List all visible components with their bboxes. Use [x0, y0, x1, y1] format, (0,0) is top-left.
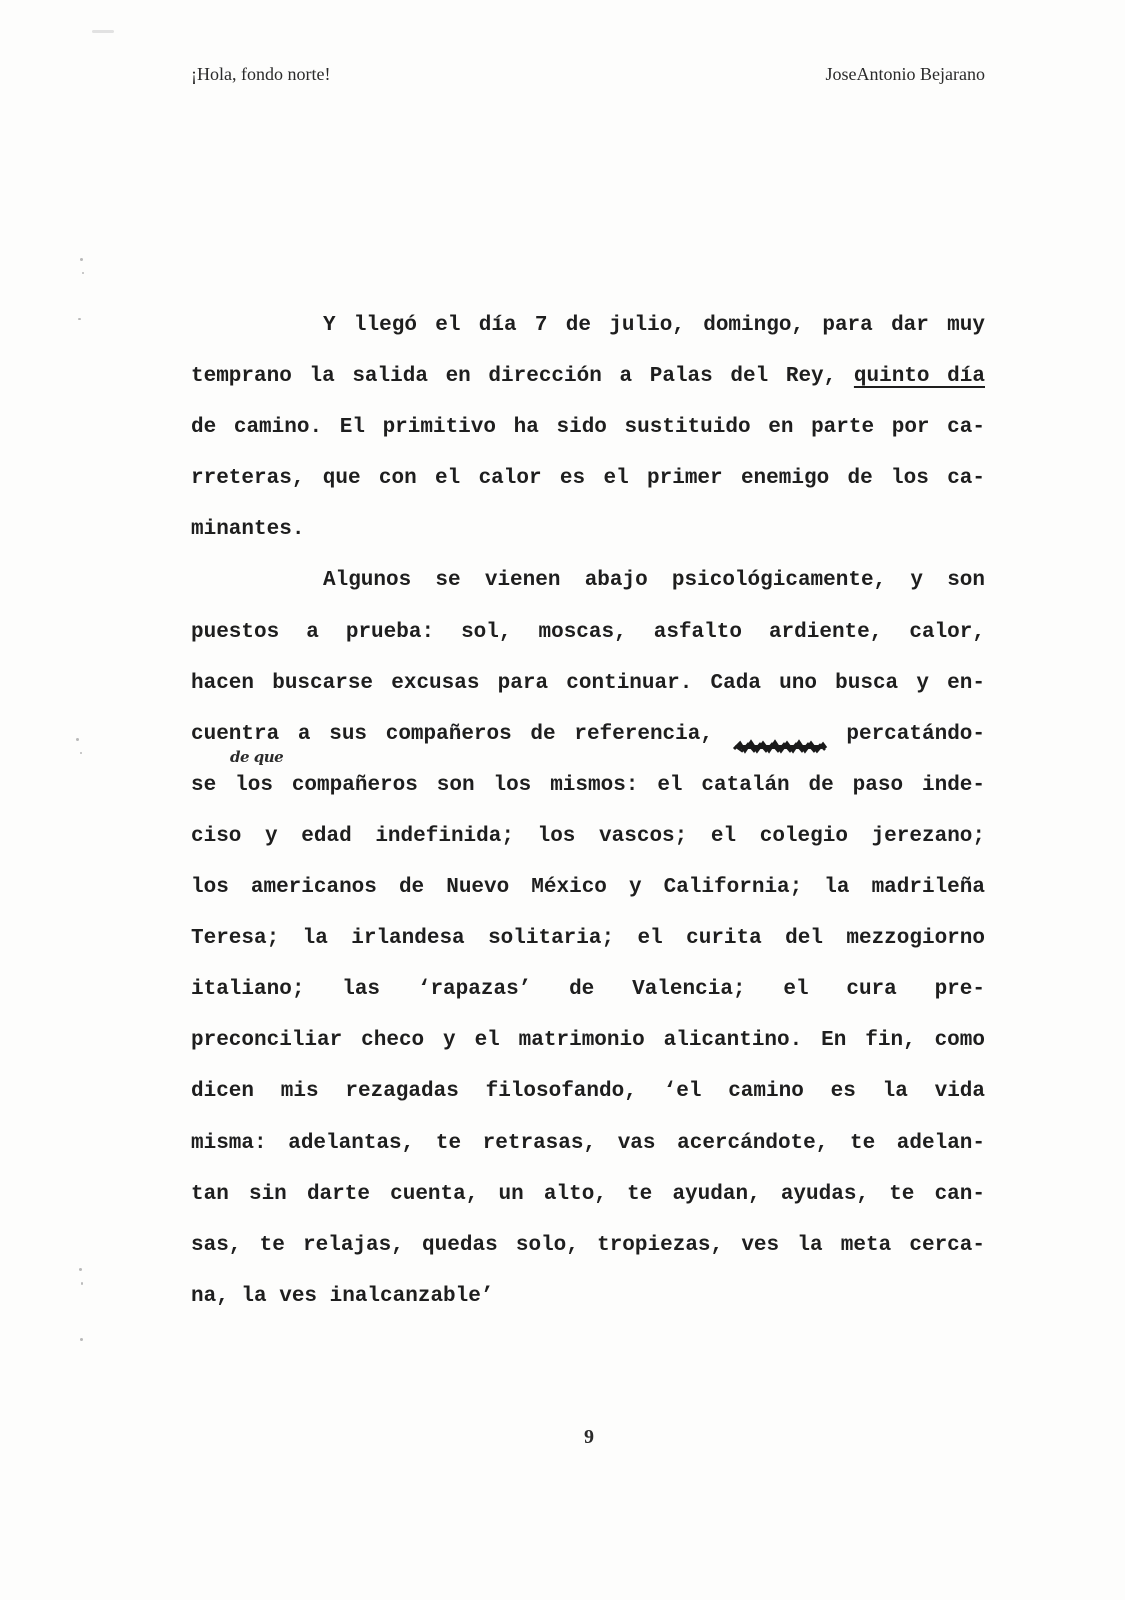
body-line: minantes.	[191, 518, 305, 542]
body-line: Teresa; la irlandesa solitaria; el curita del mezzogiorno	[191, 927, 985, 951]
scan-speck	[80, 1338, 83, 1341]
body-line: tan sin darte cuenta, un alto, te ayudan, ayudas, te can-	[191, 1182, 985, 1206]
scan-speck	[79, 1268, 82, 1271]
body-line-segment: temprano la salida en dirección a Palas del Rey,	[191, 365, 837, 389]
body-line	[191, 351, 985, 402]
body-line: dicen mis rezagadas filosofando, ‘el camino es la vida	[191, 1080, 985, 1104]
body-line: italiano; las ‘rapazas’ de Valencia; el cura pre-	[191, 978, 985, 1002]
body-line-segment: cuentra a sus compañeros de referencia,	[191, 722, 713, 746]
body-line: Y llegó el día 7 de julio, domingo, para dar muy	[323, 314, 985, 337]
body-line: na, la ves inalcanzable’	[191, 1284, 494, 1308]
body-text	[191, 300, 985, 1322]
scan-speck	[80, 752, 82, 754]
body-line	[191, 709, 985, 760]
scan-speck	[82, 272, 84, 274]
scan-speck	[92, 30, 114, 33]
body-line: preconciliar checo y el matrimonio alicantino. En fin, como	[191, 1029, 985, 1053]
handwritten-insertion: de que	[230, 748, 284, 766]
body-line: de camino. El primitivo ha sido sustituido en parte por ca-	[191, 416, 985, 440]
header-author: JoseAntonio Bejarano	[825, 64, 985, 84]
body-line: los americanos de Nuevo México y California; la madrileña	[191, 876, 985, 900]
header-book-title: ¡Hola, fondo norte!	[191, 64, 331, 84]
body-line: puestos a prueba: sol, moscas, asfalto ardiente, calor,	[191, 620, 985, 644]
body-line: sas, te relajas, quedas solo, tropiezas, ves la meta cerca-	[191, 1233, 985, 1257]
scan-speck	[80, 258, 83, 261]
scribble-mark	[732, 739, 828, 755]
scan-speck	[78, 318, 81, 320]
body-line: rreteras, que con el calor es el primer enemigo de los ca-	[191, 467, 985, 491]
crossed-out-word	[732, 725, 828, 741]
page-number: 9	[584, 1426, 594, 1448]
body-line: misma: adelantas, te retrasas, vas acercándote, te adelan-	[191, 1131, 985, 1155]
underlined-phrase: quinto día	[853, 365, 985, 389]
body-line-segment: percatándo-	[846, 722, 985, 746]
body-line: se los compañeros son los mismos: el catalán de paso inde-	[191, 773, 985, 797]
scan-speck	[76, 738, 79, 741]
scan-speck	[81, 1282, 83, 1285]
body-line: Algunos se vienen abajo psicológicamente, y son	[323, 569, 985, 593]
body-line: hacen buscarse excusas para continuar. Cada uno busca y en-	[191, 671, 985, 695]
body-line: ciso y edad indefinida; los vascos; el colegio jerezano;	[191, 824, 985, 848]
